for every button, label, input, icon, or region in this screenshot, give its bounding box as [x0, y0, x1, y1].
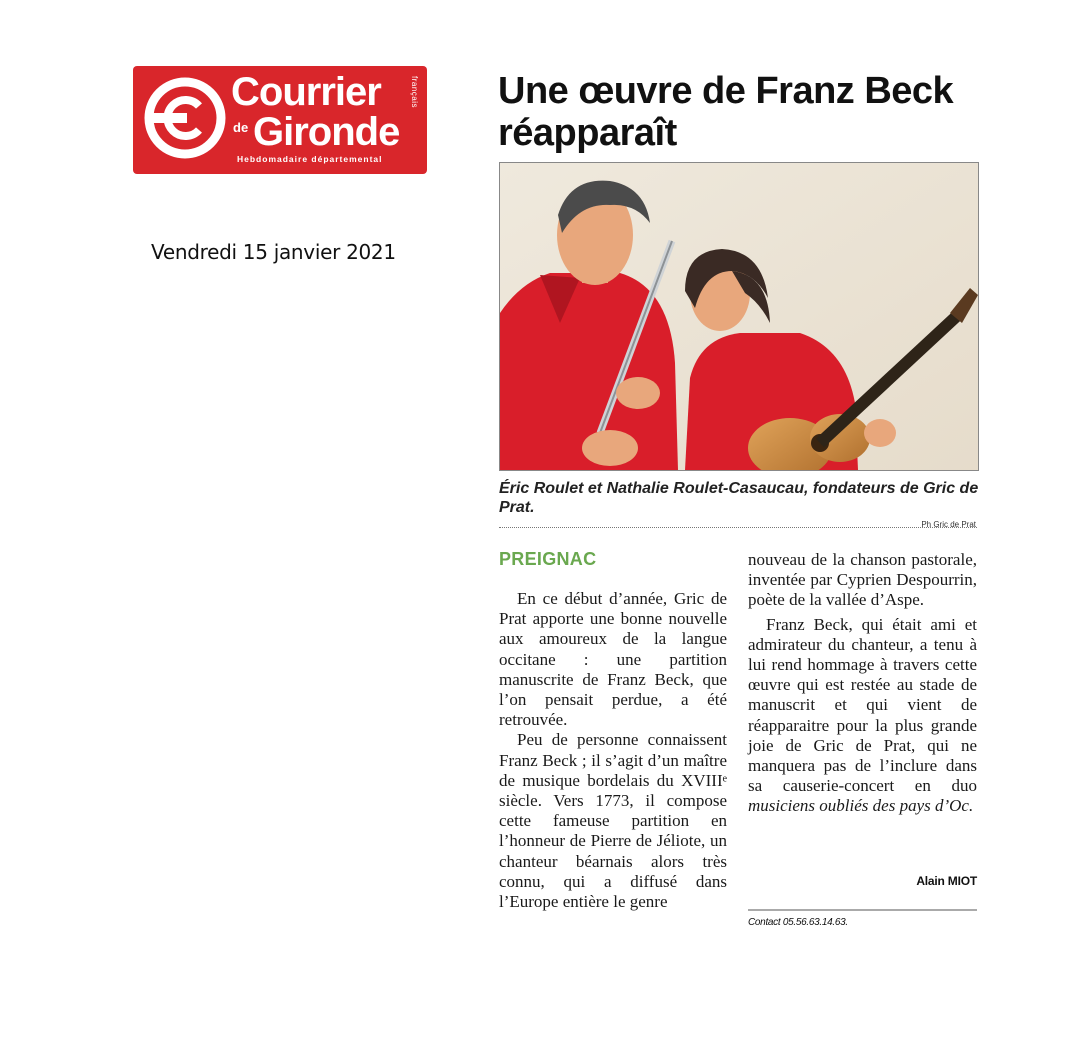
contact-info: Contact 05.56.63.14.63.	[748, 917, 848, 928]
caption-divider	[499, 527, 977, 528]
article-headline: Une œuvre de Franz Beck réapparaît	[498, 70, 954, 154]
contact-divider	[748, 909, 977, 911]
logo-title-line2: Gironde	[253, 110, 400, 154]
paragraph: En ce début d’année, Gric de Prat apporte une bonne nouvelle aux amoureux de la langue occitane : une partition manuscrite de Franz Beck, que l’on pensait perdue, a été retrouvée.	[499, 589, 727, 730]
paragraph: nouveau de la chanson pastorale, inventée par Cyprien Despourrin, poète de la vallée d’Aspe.	[748, 550, 977, 610]
article-column-1	[499, 589, 727, 912]
paragraph-text: Franz Beck, qui était ami et admirateur du chanteur, a tenu à lui rend hommage à travers cette œuvre qui est restée au stade de manuscrit et qui vient de réapparaitre pour la plus grande joie de Gric de Prat, qui ne manquera pas de l’inclure dans sa causerie-concert en duo	[748, 614, 977, 796]
photo-credit: Ph Gric de Prat	[921, 520, 976, 529]
logo-circle-icon	[143, 76, 227, 160]
paragraph: Peu de personne connaissent Franz Beck ; il s’agit d’un maître de musique bordelais du XVIIIᵉ siècle. Vers 1773, il compose cette fameuse partition en l’honneur de Pierre de Jéliote, un chanteur béarnais alors très connu, qui a diffusé dans l’Europe entière le genre	[499, 730, 727, 912]
logo-vertical-text: français	[410, 76, 419, 109]
logo-title-de: de	[233, 120, 249, 135]
photo-caption: Éric Roulet et Nathalie Roulet-Casaucau, fondateurs de Gric de Prat.	[499, 480, 979, 516]
article-author: Alain MIOT	[916, 874, 977, 888]
logo-title-line1: Courrier	[231, 70, 381, 114]
article-photo	[499, 162, 979, 471]
logo-tagline: Hebdomadaire départemental	[237, 154, 383, 164]
paragraph	[748, 615, 977, 817]
article-column-2	[748, 550, 977, 817]
newspaper-logo	[133, 66, 427, 174]
publication-date: Vendredi 15 janvier 2021	[151, 240, 396, 264]
section-label: PREIGNAC	[499, 549, 597, 569]
paragraph-italic-text: musiciens oubliés des pays d’Oc.	[748, 796, 974, 816]
photo-musicians-illustration	[500, 163, 978, 470]
